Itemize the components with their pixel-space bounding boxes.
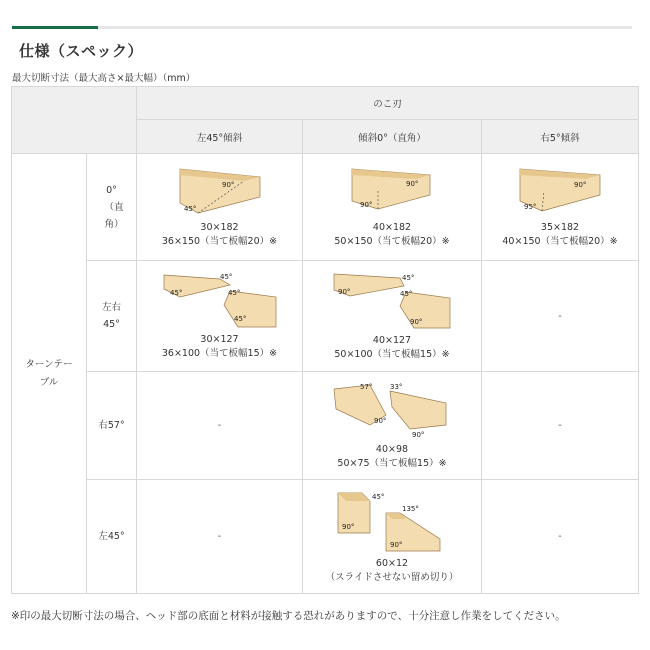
- cell-3-1: [303, 480, 482, 594]
- dim-secondary: 50×75（当て板幅15）※: [337, 457, 447, 469]
- dim-secondary: （スライドさせない留め切り）: [325, 571, 459, 583]
- cell-3-0: -: [137, 480, 303, 594]
- cell-0-0: [137, 154, 303, 261]
- dim-primary: 30×127: [200, 334, 239, 345]
- svg-text:90°: 90°: [390, 540, 403, 549]
- cut-diagram: [174, 165, 266, 219]
- svg-text:135°: 135°: [402, 504, 419, 513]
- dim-primary: 40×127: [372, 335, 412, 346]
- svg-text:90°: 90°: [412, 430, 425, 439]
- svg-text:90°: 90°: [338, 288, 351, 296]
- svg-text:45°: 45°: [233, 315, 246, 323]
- row-angle-r57: 右57°: [87, 372, 137, 480]
- dim-secondary: 40×150（当て板幅20）※: [502, 236, 618, 247]
- dim-primary: 30×182: [200, 222, 239, 233]
- svg-text:90°: 90°: [574, 181, 587, 189]
- corner-cell: [12, 87, 137, 154]
- svg-text:90°: 90°: [406, 180, 419, 188]
- col-header-right5: 右5°傾斜: [482, 120, 639, 154]
- svg-text:45°: 45°: [183, 205, 196, 213]
- svg-text:45°: 45°: [169, 289, 182, 297]
- row-angle-l45: 左45°: [87, 480, 137, 594]
- cut-diagram: [330, 381, 454, 441]
- svg-text:95°: 95°: [524, 203, 537, 211]
- svg-text:45°: 45°: [219, 273, 232, 281]
- dim-primary: 35×182: [540, 222, 580, 233]
- svg-text:90°: 90°: [410, 318, 423, 326]
- cell-1-2: -: [482, 261, 639, 372]
- dim-secondary: 36×150（当て板幅20）※: [161, 236, 278, 247]
- dim-primary: 60×12: [375, 557, 409, 569]
- dim-primary: 40×98: [375, 443, 409, 455]
- dim-secondary: 36×100（当て板幅15）※: [161, 348, 278, 359]
- cell-1-1: [303, 261, 482, 372]
- turntable-label: ターンテーブル: [12, 154, 87, 594]
- cut-diagram: [160, 271, 280, 331]
- svg-text:57°: 57°: [360, 382, 373, 391]
- dim-secondary: 50×150（当て板幅20）※: [334, 236, 450, 247]
- footnote: ※印の最大切断寸法の場合、ヘッド部の底面と材料が接触する恐れがありますので、十分注意し作業をしてください。: [11, 610, 566, 622]
- cut-diagram: [514, 165, 606, 219]
- svg-text:90°: 90°: [374, 416, 387, 425]
- cell-2-2: -: [482, 372, 639, 480]
- cell-2-0: -: [137, 372, 303, 480]
- cut-diagram: [330, 270, 454, 332]
- spec-table: [11, 86, 639, 594]
- svg-text:45°: 45°: [372, 492, 385, 501]
- cell-2-1: [303, 372, 482, 480]
- col-header-tilt0: 傾斜0°（直角）: [303, 120, 482, 154]
- svg-text:45°: 45°: [400, 290, 413, 298]
- blade-group-header: のこ刃: [137, 87, 639, 120]
- top-rule: [12, 26, 632, 29]
- svg-text:33°: 33°: [390, 382, 403, 391]
- svg-text:45°: 45°: [227, 289, 240, 297]
- col-header-left45: 左45°傾斜: [137, 120, 303, 154]
- row-angle-lr45: 左右45°: [87, 261, 137, 372]
- cell-0-1: [303, 154, 482, 261]
- cut-diagram: [330, 489, 454, 555]
- dim-primary: 40×182: [372, 222, 412, 233]
- cell-0-2: [482, 154, 639, 261]
- svg-text:45°: 45°: [402, 274, 415, 282]
- cut-diagram: [346, 165, 438, 219]
- svg-text:90°: 90°: [360, 201, 373, 209]
- section-title: 仕様（スペック）: [19, 42, 144, 60]
- table-caption: 最大切断寸法（最大高さ×最大幅）（mm）: [12, 73, 196, 84]
- cell-1-0: [137, 261, 303, 372]
- cell-3-2: -: [482, 480, 639, 594]
- row-angle-0: 0°（直角）: [87, 154, 137, 261]
- dim-secondary: 50×100（当て板幅15）※: [334, 349, 450, 360]
- svg-text:90°: 90°: [342, 522, 355, 531]
- svg-text:90°: 90°: [221, 181, 234, 189]
- top-rule-accent: [12, 26, 98, 29]
